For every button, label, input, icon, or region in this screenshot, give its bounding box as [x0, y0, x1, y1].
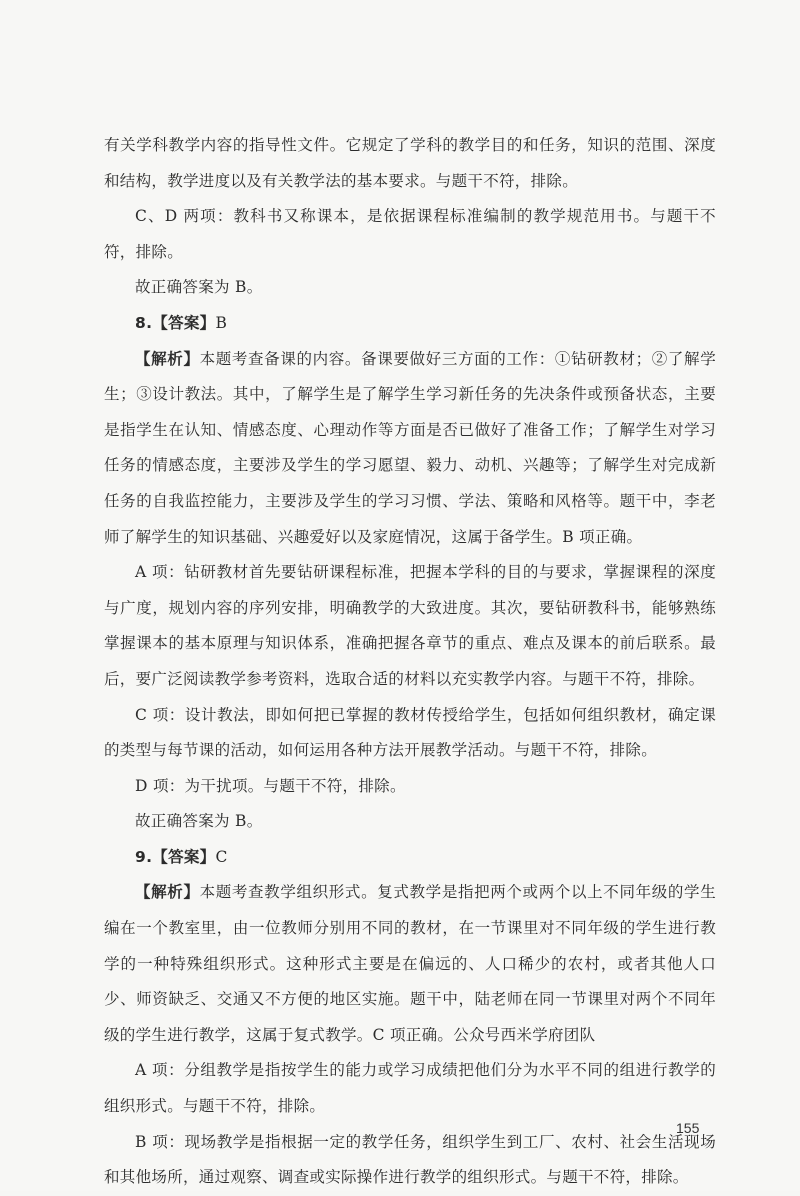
paragraph-text: B 项：现场教学是指根据一定的教学任务，组织学生到工厂、农村、社会生活现场和其他场所，通过观察、调查或实际操作进行教学的组织形式。与题干不符，排除。 [104, 1132, 716, 1187]
paragraph-text: 有关学科教学内容的指导性文件。它规定了学科的教学目的和任务，知识的范围、深度和结构，教学进度以及有关教学法的基本要求。与题干不符，排除。 [104, 136, 716, 190]
paragraph-text: 本题考查教学组织形式。复式教学是指把两个或两个以上不同年级的学生编在一个教室里，由一位教师分别用不同的教材，在一节课里对不同年级的学生进行教学的一种特殊组织形式。这种形式主要是在偏远的、人口稀少的农村，或者其他人口少、师资缺乏、交通又不方便的地区实施。题干中，陆老师在同一节课里对两个不同年级的学生进行教学，这属于复式教学。C 项正确。公众号西米学府团队 [104, 883, 716, 1044]
analysis-paragraph [104, 342, 716, 556]
paragraph [104, 128, 716, 199]
paragraph-text: C、D 两项：教科书又称课本，是依据课程标准编制的教学规范用书。与题干不符，排除。 [104, 207, 716, 261]
paragraph-text: D 项：为干扰项。与题干不符，排除。 [135, 776, 406, 795]
page-number: 155 [676, 1120, 700, 1136]
answer-heading [104, 840, 716, 876]
paragraph [104, 769, 716, 805]
paragraph-text: C 项：设计教法，即如何把已掌握的教材传授给学生，包括如何组织教材，确定课的类型与每节课的活动，如何运用各种方法开展教学活动。与题干不符，排除。 [104, 705, 716, 760]
paragraph-text: A 项：分组教学是指按学生的能力或学习成绩把他们分为水平不同的组进行教学的组织形式。与题干不符，排除。 [104, 1061, 716, 1116]
analysis-paragraph [104, 875, 716, 1053]
answer-value: C [215, 847, 228, 866]
paragraph-text: A 项：钻研教材首先要钻研课程标准，把握本学科的目的与要求，掌握课程的深度与广度，规划内容的序列安排，明确教学的大致进度。其次，要钻研教科书，能够熟练掌握课本的基本原理与知识体系，准确把握各章节的重点、难点及课本的前后联系。最后，要广泛阅读教学参考资料，选取合适的材料以充实教学内容。与题干不符，排除。 [104, 563, 716, 688]
paragraph [104, 270, 716, 306]
answer-label: 8.【答案】 [135, 313, 216, 332]
paragraph [104, 698, 716, 769]
analysis-label: 【解析】 [135, 883, 200, 902]
answer-value: B [215, 313, 228, 332]
page-content [104, 128, 716, 1196]
paragraph-text: 故正确答案为 B。 [135, 278, 263, 297]
analysis-label: 【解析】 [135, 349, 200, 368]
paragraph [104, 555, 716, 697]
paragraph-text: 本题考查备课的内容。备课要做好三方面的工作：①钻研教材；②了解学生；③设计教法。其中，了解学生是了解学生学习新任务的先决条件或预备状态，主要是指学生在认知、情感态度、心理动作等方面是否已做好了准备工作；了解学生对学习任务的情感态度，主要涉及学生的学习愿望、毅力、动机、兴趣等；了解学生对完成新任务的自我监控能力，主要涉及学生的学习习惯、学法、策略和风格等。题干中，李老师了解学生的知识基础、兴趣爱好以及家庭情况，这属于备学生。B 项正确。 [104, 349, 716, 546]
paragraph-text: 故正确答案为 B。 [135, 812, 263, 831]
paragraph [104, 199, 716, 270]
paragraph [104, 1053, 716, 1124]
paragraph [104, 804, 716, 840]
answer-heading [104, 306, 716, 342]
paragraph [104, 1125, 716, 1196]
answer-label: 9.【答案】 [135, 847, 216, 866]
